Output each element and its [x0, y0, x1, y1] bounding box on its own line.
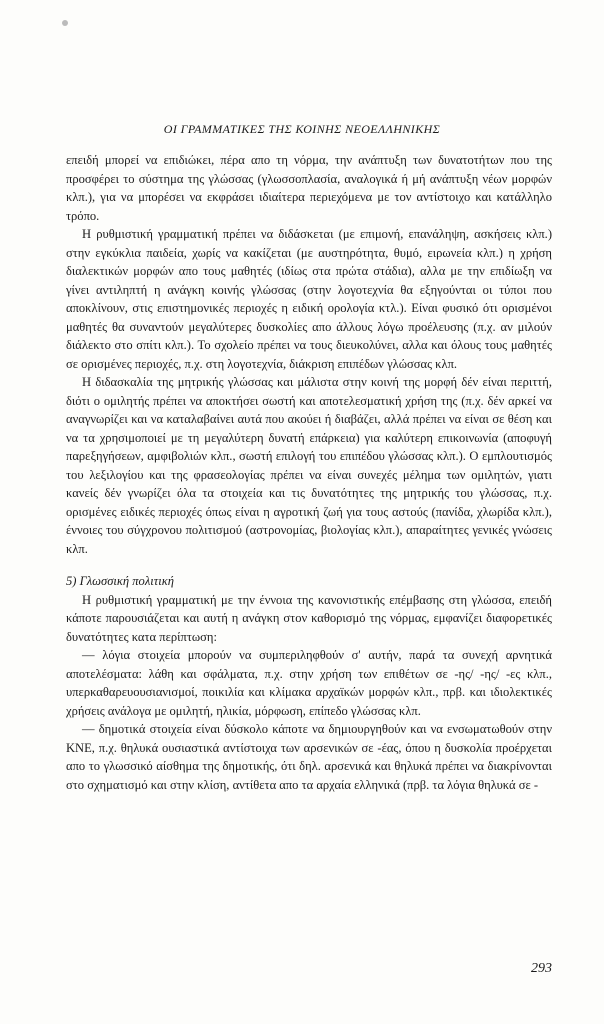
paragraph-2: Η ρυθμιστική γραμματική πρέπει να διδάσκεται (με επιμονή, επανάληψη, ασκήσεις κλπ.) στην εγκύκλια παιδεία, χωρίς να κακίζεται (με αυστηρότητα, θυμό, ειρωνεία κλπ.) η χρήση διαλεκτικών μορφών απο τους μαθητές (ιδίως στα πρώτα στάδια), αλλα με την επιδίωξη να γίνει αντιληπτή η ανάγκη κοινής γλώσσας (στην λογοτεχνία θα εξηγούνται οι τύποι που αποκλίνουν, στις επιστημονικές περιοχές η ειδική ορολογία κτλ.). Είναι φυσικό ότι ορισμένοι μαθητές θα συναντούν μεγαλύτερες δυσκολίες απο άλλους λόγω προέλευσης (π.χ. αν μιλούν διάλεκτο στο σπίτι κλπ.). Το σχολείο πρέπει να τους διευκολύνει, αλλα και όλους τους μαθητές σε ορισμένες περιοχές, π.χ. στη λογοτεχνία, διάκριση επιπέδων γλώσσας κλπ. — [66, 227, 552, 371]
section-paragraph-3: — δημοτικά στοιχεία είναι δύσκολο κάποτε να δημιουργηθούν και να ενσωματωθούν στην ΚΝΕ, π.χ. θηλυκά ουσιαστικά αντίστοιχα των αρσενικών σε -έας, όπου η δυσκολία προέρχεται απο το γλωσσικό αίσθημα της δημοτικής, ότι δηλ. αρσενικά και θηλυκά πρέπει να διακρίνονται στο σχηματισμό και στην κλίση, αντίθετα απο τα αρχαία ελληνικά (πρβ. τα λόγια θηλυκά σε - — [66, 722, 552, 792]
page-number: 293 — [531, 961, 552, 976]
body-text — [66, 151, 552, 794]
page-speck — [62, 20, 68, 26]
section-heading: 5) Γλωσσική πολιτική — [66, 574, 174, 588]
section-paragraph-2: — λόγια στοιχεία μπορούν να συμπεριληφθούν σ' αυτήν, παρά τα συνεχή αρνητικά αποτελέσματα: λάθη και σφάλματα, π.χ. στην χρήση των επιθέτων σε -ης/ -ης/ -ες κλπ., υπερκαθαρευουσιανισμοί, ποικιλία και κλίμακα αρχαϊκών μορφών κλπ., πρβ. και ιδιολεκτικές χρήσεις ανάλογα με ομιλητή, ηλικία, μόρφωση, επίπεδο γλώσσας κλπ. — [66, 648, 552, 718]
running-head: ΟΙ ΓΡΑΜΜΑΤΙΚΕΣ ΤΗΣ ΚΟΙΝΗΣ ΝΕΟΕΛΛΗΝΙΚΗΣ — [163, 122, 441, 136]
paragraph-3: Η διδασκαλία της μητρικής γλώσσας και μάλιστα στην κοινή της μορφή δέν είναι περιττή, διότι ο ομιλητής πρέπει να αποκτήσει σωστή και αποτελεσματική χρήση της (π.χ. δέν αρκεί να αναγνωρίζει και να καταλαβαίνει αυτά που ακούει ή διαβάζει, αλλά πρέπει να είναι σε θέση και να τα χρησιμοποιεί με τη μεγαλύτερη δυνατή επάρκεια) για καλύτερη επικοινωνία (αποφυγή παρεξηγήσεων, αμφιβολιών κλπ., σωστή επιλογή του επιπέδου γλώσσας κλπ.). Ο εμπλουτισμός του λεξιλογίου και της φρασεολογίας πρέπει να είναι συνεχές μέλημα των ομιλητών, γιατι κανείς δέν γνωρίζει όλα τα στοιχεία και τις δυνατότητες της μητρικής του γλώσσας, π.χ. ορισμένες ειδικές περιοχές όπως είναι η αγροτική ζωή για τους αστούς (πανίδα, χλωρίδα κλπ.), έννοιες του σύγχρονου πολιτισμού (αστρονομίας, βιολογίας κλπ.), απαραίτητες γενικές γνώσεις κλπ. — [66, 375, 552, 556]
paragraph-1: επειδή μπορεί να επιδιώκει, πέρα απο τη νόρμα, την ανάπτυξη των δυνατοτήτων που της προσφέρει το σύστημα της γλώσσας (γλωσσοπλασία, αναλογικά ή μή ανάπτυξη νέων μορφών κλπ.), για να μπορέσει να εκφράσει ιδιαίτερα περιεχόμενα με τον αντίστοιχο και κατάλληλο τρόπο. — [66, 153, 552, 223]
section-paragraph-1: Η ρυθμιστική γραμματική με την έννοια της κανονιστικής επέμβασης στη γλώσσα, επειδή κάποτε παρουσιάζεται και αυτή η ανάγκη στον καθορισμό της νόρμας, εμφανίζει διαφορετικές δυνατότητες κατα περίπτωση: — [66, 592, 552, 644]
